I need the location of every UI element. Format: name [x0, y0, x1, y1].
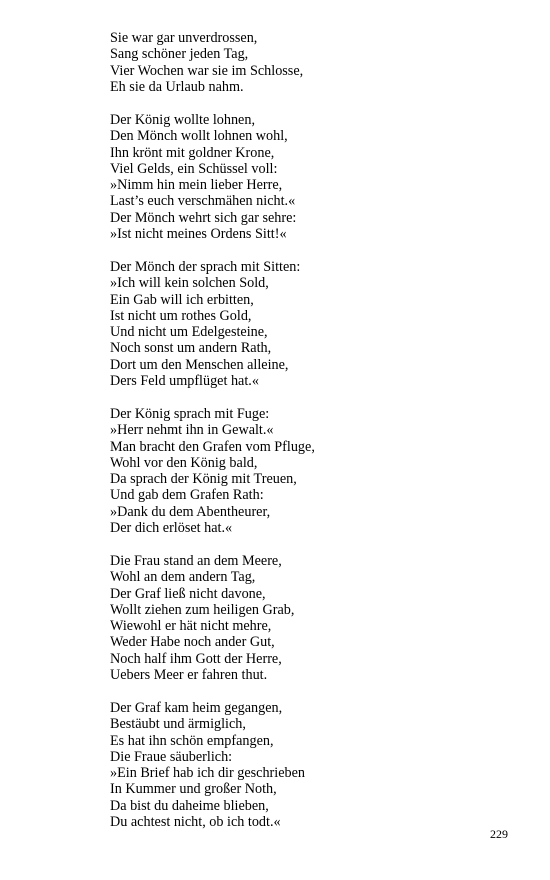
stanza — [110, 406, 510, 536]
verse-line: Ihn krönt mit goldner Krone, — [110, 144, 275, 161]
verse-line: Der König wollte lohnen, — [110, 112, 255, 128]
verse-line: Uebers Meer er fahren thut. — [110, 666, 268, 683]
verse-line: In Kummer und großer Noth, — [110, 781, 277, 798]
poem-text — [110, 30, 510, 847]
verse-line: Vier Wochen war sie im Schlosse, — [110, 62, 304, 79]
verse-line: Der König sprach mit Fuge: — [110, 406, 270, 422]
verse-line: Den Mönch wollt lohnen wohl, — [110, 128, 288, 145]
verse-line: »Nimm hin mein lieber Herre, — [110, 177, 283, 193]
verse-line: »Dank du dem Abentheurer, — [110, 503, 271, 520]
verse-line: Der Mönch der sprach mit Sitten: — [110, 259, 301, 275]
verse-line: Und gab dem Grafen Rath: — [110, 487, 264, 504]
stanza — [110, 30, 510, 95]
verse-line: Sang schöner jeden Tag, — [110, 46, 249, 63]
verse-line: Der Graf kam heim gegangen, — [110, 700, 283, 716]
verse-line: Weder Habe noch ander Gut, — [110, 634, 275, 651]
verse-line: Die Fraue säuberlich: — [110, 748, 233, 765]
verse-line: Viel Gelds, ein Schüssel voll: — [110, 160, 278, 177]
verse-line: Du achtest nicht, ob ich todt.« — [110, 813, 281, 830]
verse-line: Und nicht um Edelgesteine, — [110, 324, 268, 340]
verse-line: Da sprach der König mit Treuen, — [110, 471, 297, 487]
verse-line: Da bist du daheime blieben, — [110, 797, 269, 814]
stanza — [110, 553, 510, 683]
verse-line: Noch sonst um andern Rath, — [110, 340, 272, 357]
stanza — [110, 700, 510, 830]
stanza — [110, 112, 510, 242]
verse-line: »Ein Brief hab ich dir geschrieben — [110, 765, 306, 781]
verse-line: Dort um den Menschen alleine, — [110, 356, 289, 373]
verse-line: Sie war gar unverdrossen, — [110, 30, 258, 46]
verse-line: Noch half ihm Gott der Herre, — [110, 650, 282, 667]
verse-line: Es hat ihn schön empfangen, — [110, 732, 274, 749]
verse-line: Wohl vor den König bald, — [110, 454, 258, 471]
verse-line: »Ich will kein solchen Sold, — [110, 275, 269, 292]
verse-line: Ist nicht um rothes Gold, — [110, 307, 252, 324]
verse-line: Ders Feld umpflüget hat.« — [110, 372, 259, 389]
verse-line: Der Graf ließ nicht davone, — [110, 585, 266, 602]
verse-line: Der Mönch wehrt sich gar sehre: — [110, 209, 297, 226]
verse-line: »Herr nehmt ihn in Gewalt.« — [110, 422, 274, 439]
verse-line: Wollt ziehen zum heiligen Grab, — [110, 601, 295, 618]
stanza — [110, 259, 510, 389]
verse-line: Man bracht den Grafen vom Pfluge, — [110, 438, 315, 455]
verse-line: Wiewohl er hät nicht mehre, — [110, 618, 272, 634]
verse-line: Eh sie da Urlaub nahm. — [110, 78, 244, 95]
verse-line: Last’s euch verschmähen nicht.« — [110, 193, 296, 210]
verse-line: Ein Gab will ich erbitten, — [110, 291, 254, 308]
verse-line: »Ist nicht meines Ordens Sitt!« — [110, 225, 287, 242]
verse-line: Der dich erlöset hat.« — [110, 519, 233, 536]
verse-line: Wohl an dem andern Tag, — [110, 569, 256, 586]
verse-line: Bestäubt und ärmiglich, — [110, 716, 246, 733]
page-number: 229 — [490, 827, 508, 841]
verse-line: Die Frau stand an dem Meere, — [110, 553, 282, 569]
